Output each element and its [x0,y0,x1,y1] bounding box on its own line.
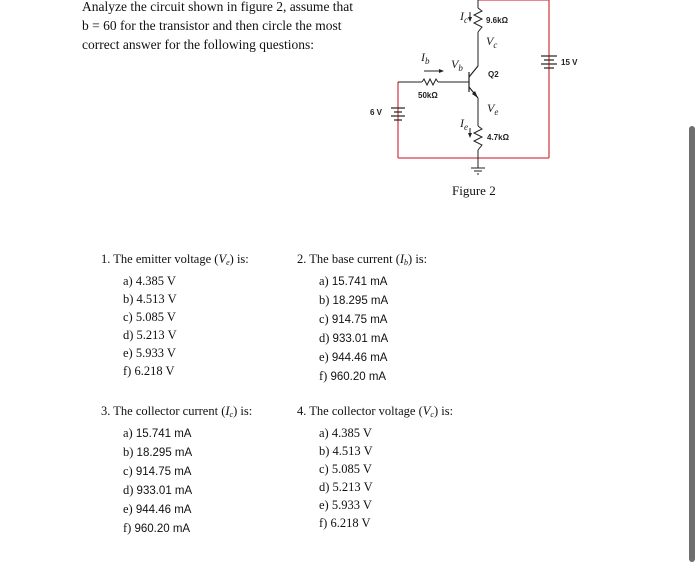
answer-option: d) 5.213 V [319,480,373,494]
question-title: 4. The collector voltage $(V_c)$ is: [297,404,454,419]
answer-option: c) 914.75 mA [319,312,388,326]
answer-option: d) 933.01 mA [319,331,389,345]
answer-option: a) 15.741 mA [123,426,192,440]
answer-option: c) 914.75 mA [123,464,192,478]
answer-option: e) 944.46 mA [319,350,388,364]
answer-option: b) 18.295 mA [319,293,389,307]
answer-option: c) 5.085 V [123,310,176,324]
question-4 [297,402,453,532]
figure-caption: Figure 2 [452,183,496,198]
question-3 [101,402,252,538]
vc-symbol: $V_c$ [486,34,498,50]
answer-option: b) 4.513 V [319,444,373,458]
scrollbar-thumb[interactable] [689,126,695,562]
answer-option: a) 4.385 V [319,426,372,440]
answer-option: e) 944.46 mA [123,502,192,516]
question-title: 1. The emitter voltage $(V_e)$ is: [101,252,249,267]
answer-option: a) 15.741 mA [319,274,388,288]
problem-line-3: correct answer for the following questions: [82,37,315,52]
rb-label: 50kΩ [418,91,438,100]
circuit-diagram [0,0,700,210]
answer-option: d) 5.213 V [123,328,177,342]
circuit-wires [398,0,549,158]
question-2 [297,250,427,386]
answer-option: e) 5.933 V [123,346,176,360]
vcc-label: 15 V [561,58,578,67]
collector-resistor [474,8,482,32]
transistor-label: Q2 [488,70,499,79]
vb-symbol: $V_b$ [451,57,463,73]
answer-option: c) 5.085 V [319,462,372,476]
answer-option: b) 4.513 V [123,292,177,306]
ic-symbol: $I_c$ [460,9,468,25]
ve-symbol: $V_e$ [487,101,499,117]
circuit-dark-wires [398,0,478,168]
answer-option: f) 960.20 mA [123,521,191,535]
answer-option: f) 6.218 V [319,516,371,530]
vbb-label: 6 V [370,108,383,117]
answer-option: a) 4.385 V [123,274,176,288]
question-1 [101,250,249,380]
answer-option: e) 5.933 V [319,498,372,512]
rc-label: 9.6kΩ [486,16,508,25]
problem-line-1: Analyze the circuit shown in figure 2, assume that [82,0,354,14]
ground-icon [471,168,485,174]
ie-symbol: $I_e$ [460,116,468,132]
question-title: 2. The base current $(I_b)$ is: [297,252,428,267]
ib-symbol: $I_b$ [421,50,430,66]
base-resistor [422,79,438,85]
answer-option: d) 933.01 mA [123,483,193,497]
emitter-resistor [474,126,482,150]
re-label: 4.7kΩ [487,133,509,142]
answer-option: b) 18.295 mA [123,445,193,459]
question-title: 3. The collector current $(I_c)$ is: [101,404,253,419]
answer-option: f) 960.20 mA [319,369,387,383]
answer-option: f) 6.218 V [123,364,175,378]
problem-line-2: b = 60 for the transistor and then circle the most [82,18,342,33]
